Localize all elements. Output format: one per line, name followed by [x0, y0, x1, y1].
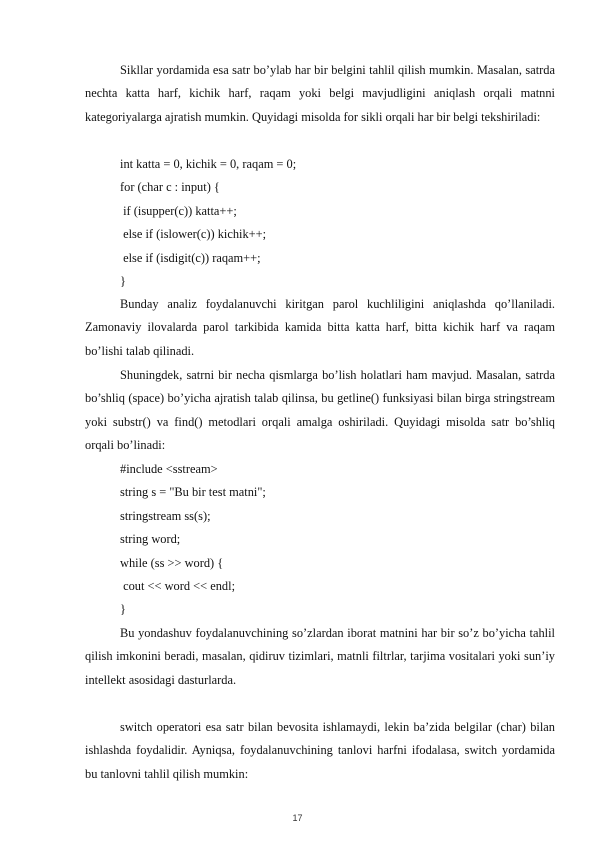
- code-line: }: [120, 602, 126, 617]
- paragraph-loops-intro: [85, 59, 555, 129]
- paragraph-text: switch operatori esa satr bilan bevosita ishlamaydi, lekin ba’zida belgilar (char) bilan ishlashda foydalidir. Ayniqsa, foydalanuvchining tanlovi harfni ifodalasa, switch yordamida bu tanlovni tahlil qilish mumkin:: [85, 720, 555, 781]
- code-line: string word;: [120, 532, 181, 547]
- code-line: int katta = 0, kichik = 0, raqam = 0;: [120, 157, 297, 171]
- code-line: cout << word << endl;: [120, 579, 236, 594]
- paragraph-text: Bunday analiz foydalanuvchi kiritgan parol kuchliligini aniqlashda qo’llaniladi. Zamonaviy ilovalarda parol tarkibida kamida bitta katta harf, bitta kichik harf va raqam bo’lishi talab qilinadi.: [85, 297, 555, 358]
- paragraph-password-analysis: [85, 293, 555, 363]
- code-line: else if (isdigit(c)) raqam++;: [120, 250, 261, 265]
- paragraph-text: Bu yondashuv foydalanuvchining so’zlardan iborat matnini har bir so’z bo’yicha tahlil qilish imkonini beradi, masalan, qidiruv tizimlari, matnli filtrlar, tarjima vositalari yoki sun’iy intellekt asosidagi dasturlarda.: [85, 626, 555, 687]
- paragraph-word-analysis: [85, 622, 555, 692]
- code-line: }: [120, 274, 126, 289]
- paragraph-switch-operator: [85, 716, 555, 786]
- code-line: string s = "Bu bir test matni";: [120, 485, 266, 500]
- paragraph-text: Sikllar yordamida esa satr bo’ylab har bir belgini tahlil qilish mumkin. Masalan, satrda nechta katta harf, kichik harf, raqam yoki belgi mavjudligini aniqlash orqali matnni kategoriyalarga ajratish mumkin. Quyidagi misolda for sikli orqali har bir belgi tekshiriladi:: [85, 63, 555, 124]
- paragraph-text: Shuningdek, satrni bir necha qismlarga bo’lish holatlari ham mavjud. Masalan, satrda bo’shliq (space) bo’yicha ajratish talab qilinsa, bu getline() funksiyasi bilan birga stringstream yoki substr() va find() metodlari orqali amalga oshiriladi. Quyidagi misolda satr bo’shliq orqali bo’linadi:: [85, 368, 555, 453]
- code-line: stringstream ss(s);: [120, 508, 211, 523]
- code-line: else if (islower(c)) kichik++;: [120, 227, 267, 242]
- code-line: #include <sstream>: [120, 462, 218, 476]
- paragraph-split-string: [85, 364, 555, 458]
- page-number: 17: [292, 813, 303, 823]
- code-block-stringstream: [85, 458, 555, 622]
- code-line: if (isupper(c)) katta++;: [120, 203, 237, 218]
- code-line: while (ss >> word) {: [120, 555, 224, 570]
- code-line: for (char c : input) {: [120, 180, 220, 195]
- code-block-char-count: [85, 153, 555, 293]
